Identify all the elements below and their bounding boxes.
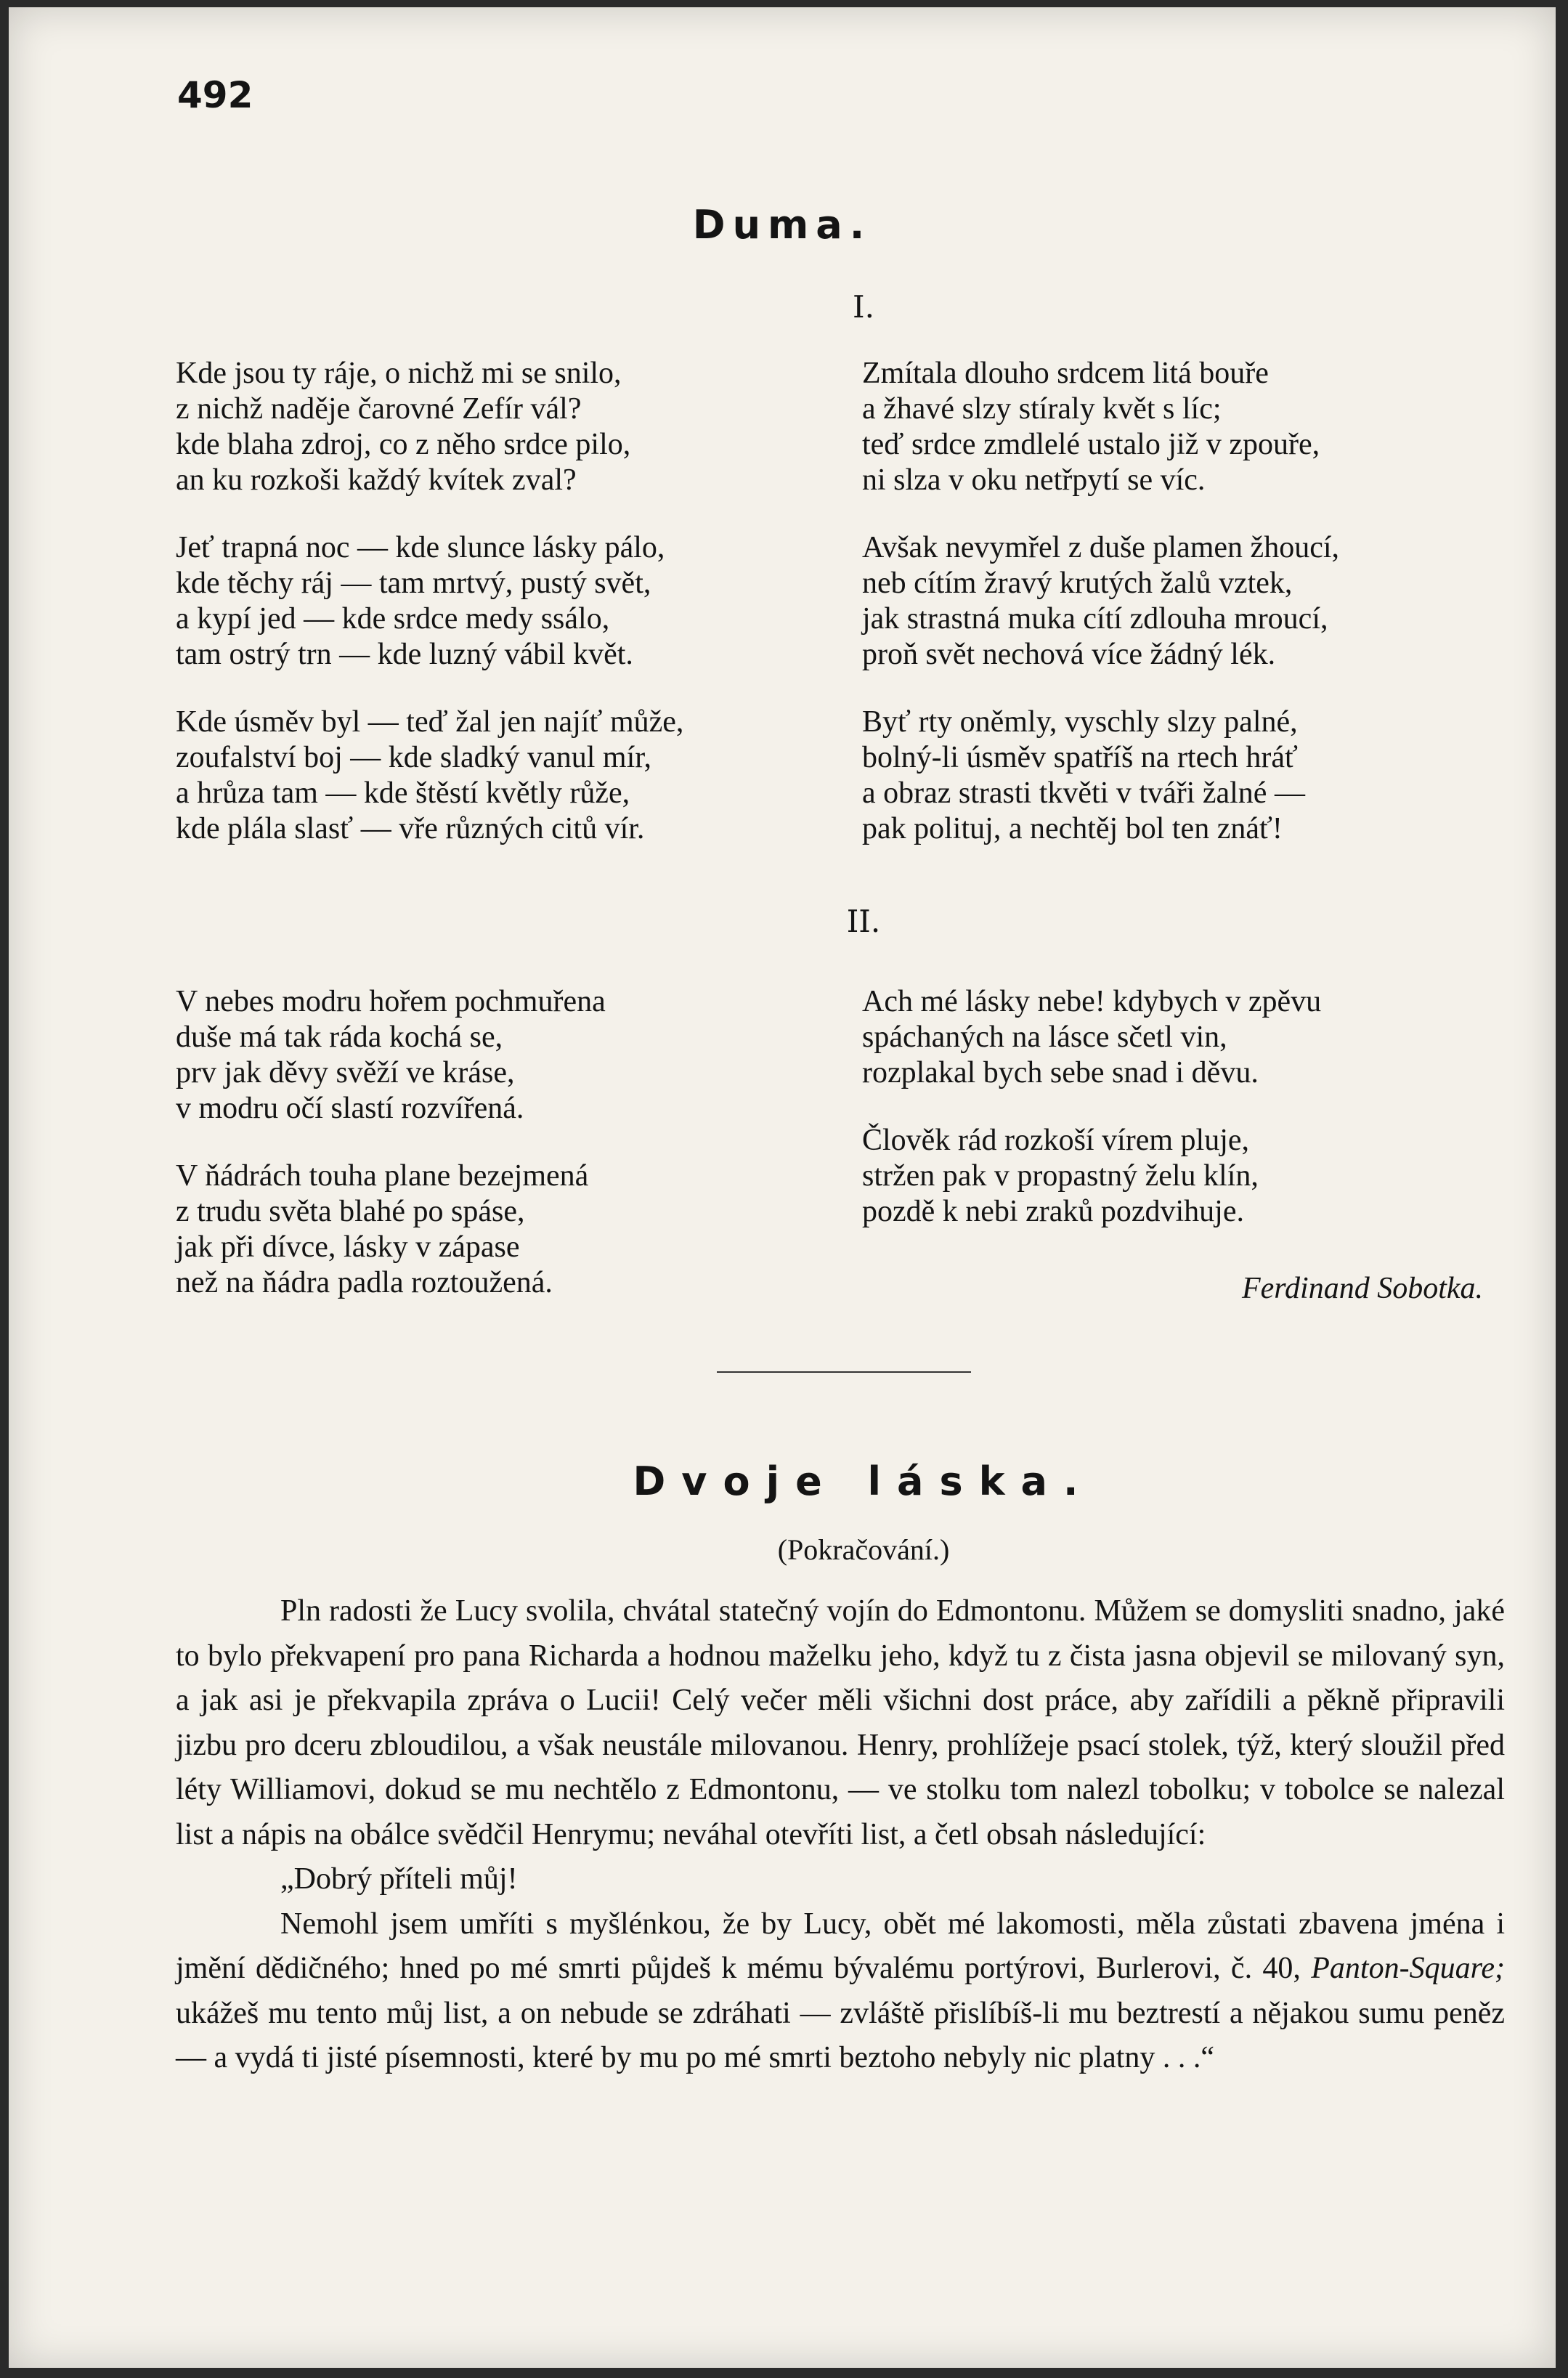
address-text: Panton-Square; <box>1311 1952 1506 1985</box>
poem-part-1-left-column <box>176 356 815 879</box>
verse-line: Člověk rád rozkoší vírem pluje, <box>862 1124 1250 1157</box>
verse-line: Avšak nevymřel z duše plamen žhoucí, <box>862 531 1340 564</box>
verse-line: pozdě k nebi zraků pozdvihuje. <box>862 1195 1244 1228</box>
verse-line: z nichž naděje čarovné Zefír vál? <box>176 392 582 426</box>
verse-line: kde blaha zdroj, co z něho srdce pilo, <box>176 428 631 461</box>
letter-text: ukážeš mu tento můj list, a on nebude se zdráhati — zvláště přislíbíš-li mu beztrestí a nějakou sumu peněz — a vydá ti jisté písemnosti, které by mu po mé smrti beztoho nebyly nic platny . . .“ <box>176 1996 1505 2074</box>
verse-line: než na ňádra padla roztoužená. <box>176 1266 553 1299</box>
verse-line: jak při dívce, lásky v zápase <box>176 1230 520 1264</box>
stanza <box>176 984 815 1127</box>
page-number: 492 <box>177 74 253 116</box>
poem-part-2-label: II. <box>846 904 881 939</box>
verse-line: neb cítím žravý krutých žalů vztek, <box>862 567 1293 600</box>
verse-line: rozplakal bych sebe snad i děvu. <box>862 1056 1259 1089</box>
verse-line: kde těchy ráj — tam mrtvý, pustý svět, <box>176 567 651 600</box>
stanza <box>176 705 815 847</box>
stanza <box>176 1158 815 1301</box>
stanza <box>176 356 815 498</box>
verse-line: spáchaných na lásce sčetl vin, <box>862 1020 1227 1054</box>
verse-line: duše má tak ráda kochá se, <box>176 1020 503 1054</box>
verse-line: Zmítala dlouho srdcem litá bouře <box>862 357 1269 390</box>
story-subtitle: (Pokračování.) <box>777 1533 950 1566</box>
verse-line: a hrůza tam — kde štěstí květly růže, <box>176 776 630 810</box>
verse-line: Kde úsměv byl — teď žal jen najíť může, <box>176 705 684 739</box>
book-page <box>9 7 1556 2368</box>
poem-title: Duma. <box>692 202 872 248</box>
poem-author: Ferdinand Sobotka. <box>1241 1272 1483 1305</box>
stanza <box>862 356 1501 498</box>
verse-line: teď srdce zmdlelé ustalo již v zpouře, <box>862 428 1320 461</box>
verse-line: z trudu světa blahé po spáse, <box>176 1195 525 1228</box>
stanza <box>862 1123 1501 1230</box>
letter-paragraph <box>176 1902 1505 2081</box>
section-divider <box>717 1371 971 1373</box>
verse-line: a žhavé slzy stíraly květ s líc; <box>862 392 1222 426</box>
verse-line: Kde jsou ty ráje, o nichž mi se snilo, <box>176 357 622 390</box>
verse-line: a obraz strasti tkvěti v tváři žalné — <box>862 776 1305 810</box>
stanza <box>862 984 1501 1091</box>
verse-line: stržen pak v propastný želu klín, <box>862 1159 1259 1193</box>
poem-part-2-left-column <box>176 984 815 1333</box>
paragraph: Pln radosti že Lucy svolila, chvátal statečný vojín do Edmontonu. Můžem se domysliti snadno, jaké to bylo překvapení pro pana Richarda a hodnou maželku jeho, když tu z čista jasna objevil se milovaný syn, a jak asi je překvapila zpráva o Lucii! Celý večer měli všichni dost práce, aby zařídili a pěkně připravili jizbu pro dceru zbloudilou, a však neustále milovanou. Henry, prohlížeje psací stolek, týž, který sloužil před léty Williamovi, dokud se mu nechtělo z Edmontonu, — ve stolku tom nalezl tobolku; v tobolce se nalezal list a nápis na obálce svědčil Henrymu; neváhal otevříti list, a četl obsah následující: <box>176 1594 1505 1851</box>
verse-line: V ňádrách touha plane bezejmená <box>176 1159 589 1193</box>
letter-salutation: „Dobrý příteli můj! <box>280 1862 518 1896</box>
verse-line: a kypí jed — kde srdce medy ssálo, <box>176 602 610 636</box>
verse-line: jak strastná muka cítí zdlouha mroucí, <box>862 602 1328 636</box>
verse-line: v modru očí slastí rozvířená. <box>176 1092 524 1125</box>
verse-line: V nebes modru hořem pochmuřena <box>176 985 606 1018</box>
verse-line: pak polituj, a nechtěj bol ten znáť! <box>862 812 1283 845</box>
verse-line: ni slza v oku netřpytí se víc. <box>862 463 1206 497</box>
letter-text: Nemohl jsem umříti s myšlénkou, že by Lucy, obět mé lakomosti, měla zůstati zbavena jména i jmění dědičného; hned po mé smrti půjdeš k mému bývalému portýrovi, Burlerovi, č. 40, <box>176 1907 1505 1985</box>
verse-line: tam ostrý trn — kde luzný vábil květ. <box>176 638 633 671</box>
verse-line: prv jak děvy svěží ve kráse, <box>176 1056 515 1089</box>
poem-part-1-label: I. <box>853 289 874 325</box>
stanza <box>862 705 1501 847</box>
verse-line: Jeť trapná noc — kde slunce lásky pálo, <box>176 531 665 564</box>
stanza <box>176 530 815 673</box>
verse-line: kde plála slasť — vře různých citů vír. <box>176 812 645 845</box>
poem-part-2-right-column <box>862 984 1501 1262</box>
verse-line: Byť rty oněmly, vyschly slzy palné, <box>862 705 1298 739</box>
stanza <box>862 530 1501 673</box>
verse-line: zoufalství boj — kde sladký vanul mír, <box>176 741 652 774</box>
verse-line: bolný-li úsměv spatříš na rtech hráť <box>862 741 1298 774</box>
verse-line: Ach mé lásky nebe! kdybych v zpěvu <box>862 985 1322 1018</box>
story-body <box>176 1589 1505 2081</box>
verse-line: proň svět nechová více žádný lék. <box>862 638 1276 671</box>
verse-line: an ku rozkoši každý kvítek zval? <box>176 463 577 497</box>
poem-part-1-right-column <box>862 356 1501 879</box>
story-title: Dvoje láska. <box>633 1458 1094 1504</box>
